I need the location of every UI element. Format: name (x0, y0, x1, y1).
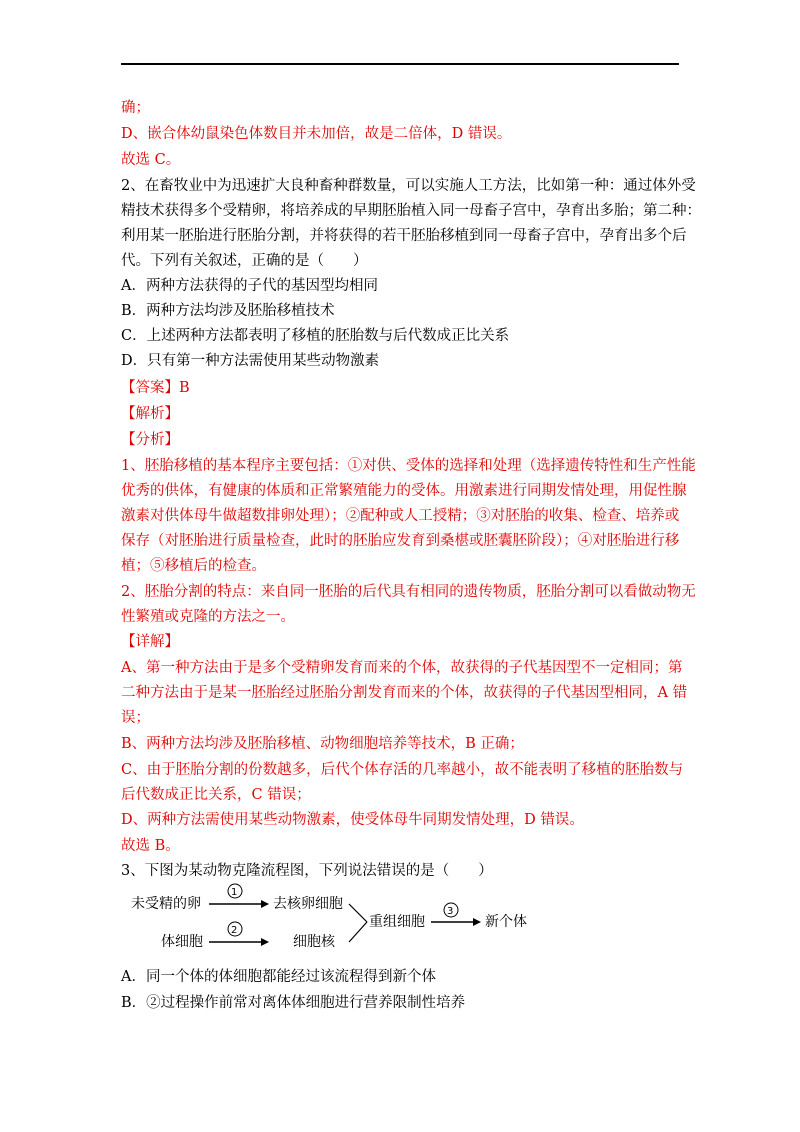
step1-label: 1 (231, 887, 238, 898)
q2-detail-label: 【详解】 (121, 634, 179, 650)
q2-analysis-label: 【解析】 (121, 406, 179, 422)
q2-detail-line-1: A、第一种方法由于是多个受精卵发育而来的个体，故获得的子代基因型不一定相同；第 (121, 660, 683, 676)
q2-fenxi-line-1: 1、胚胎移植的基本程序主要包括：①对供、受体的选择和处理（选择遗传特性和生产性能 (121, 458, 696, 474)
node-new-individual: 新个体 (485, 914, 527, 930)
q1-tail-line-2: D、嵌合体幼鼠染色体数目并未加倍，故是二倍体，D 错误。 (121, 126, 512, 142)
step2-label: 2 (231, 925, 238, 936)
node-recombinant-cell: 重组细胞 (369, 914, 425, 930)
q2-detail-line-3: 误； (121, 710, 150, 726)
q2-detail-line-6: 后代数成正比关系，C 错误； (121, 787, 311, 803)
q1-tail-line-3: 故选 C。 (121, 152, 181, 168)
q1-tail-line-1: 确； (121, 100, 150, 116)
q3-option-a: A．同一个体的体细胞都能经过该流程得到新个体 (121, 969, 436, 985)
node-body-cell: 体细胞 (161, 934, 203, 950)
q2-stem-line-1: 2、在畜牧业中为迅速扩大良种畜种群数量，可以实施人工方法，比如第一种：通过体外受 (121, 178, 696, 194)
q3-option-b: B．②过程操作前常对离体体细胞进行营养限制性培养 (121, 995, 466, 1011)
q2-option-c: C．上述两种方法都表明了移植的胚胎数与后代数成正比关系 (121, 328, 510, 344)
header-rule (121, 63, 679, 65)
q2-stem-line-4: 代。下列有关叙述，正确的是（ ） (121, 253, 368, 269)
step3-label: 3 (447, 906, 454, 917)
q2-option-d: D．只有第一种方法需使用某些动物激素 (121, 353, 380, 369)
q2-option-b: B．两种方法均涉及胚胎移植技术 (121, 303, 335, 319)
q2-fenxi-line-2: 优秀的供体，有健康的体质和正常繁殖能力的受体。用激素进行同期发情处理，用促性腺 (121, 483, 687, 499)
q2-answer: 【答案】B (121, 380, 190, 396)
q2-detail-line-8: 故选 B。 (121, 838, 180, 854)
q2-stem-line-2: 精技术获得多个受精卵，将培养成的早期胚胎植入同一母畜子宫中，孕育出多胎；第二种： (121, 203, 701, 219)
q2-option-a: A．两种方法获得的子代的基因型均相同 (121, 278, 378, 294)
q2-fenxi-line-3: 激素对供体母牛做超数排卵处理）；②配种或人工授精；③对胚胎的收集、检查、培养或 (121, 508, 680, 524)
cloning-flow-diagram (121, 880, 561, 960)
q2-fenxi-label: 【分析】 (121, 432, 179, 448)
arrow-step3-head (473, 918, 481, 926)
q2-fenxi-line-5: 植；⑤移植后的检查。 (121, 558, 266, 574)
merge-line-top (349, 904, 367, 922)
merge-line-bottom (349, 922, 367, 942)
node-nucleus: 细胞核 (293, 934, 335, 950)
q2-detail-line-2: 二种方法由于是某一胚胎经过胚胎分割发育而来的个体，故获得的子代基因型相同，A 错 (121, 685, 688, 701)
node-enucleated-egg: 去核卵细胞 (273, 896, 343, 912)
q3-stem: 3、下图为某动物克隆流程图，下列说法错误的是（ ） (121, 863, 493, 879)
arrow-step2-head (261, 938, 269, 946)
q2-detail-line-4: B、两种方法均涉及胚胎移植、动物细胞培养等技术，B 正确； (121, 736, 524, 752)
q2-fenxi-line-7: 性繁殖或克隆的方法之一。 (121, 609, 295, 625)
q2-fenxi-line-4: 保存（对胚胎进行质量检查，此时的胚胎应发育到桑椹或胚囊胚阶段）；④对胚胎进行移 (121, 533, 680, 549)
arrow-step1-head (261, 900, 269, 908)
q2-detail-line-5: C、由于胚胎分割的份数越多，后代个体存活的几率越小，故不能表明了移植的胚胎数与 (121, 762, 684, 778)
q2-stem-line-3: 利用某一胚胎进行胚胎分割，并将获得的若干胚胎移植到同一母畜子宫中，孕育出多个后 (121, 228, 687, 244)
node-unfertilized-egg: 未受精的卵 (131, 896, 201, 912)
q2-fenxi-line-6: 2、胚胎分割的特点：来自同一胚胎的后代具有相同的遗传物质，胚胎分割可以看做动物无 (121, 584, 696, 600)
q2-detail-line-7: D、两种方法需使用某些动物激素，使受体母牛同期发情处理，D 错误。 (121, 812, 584, 828)
